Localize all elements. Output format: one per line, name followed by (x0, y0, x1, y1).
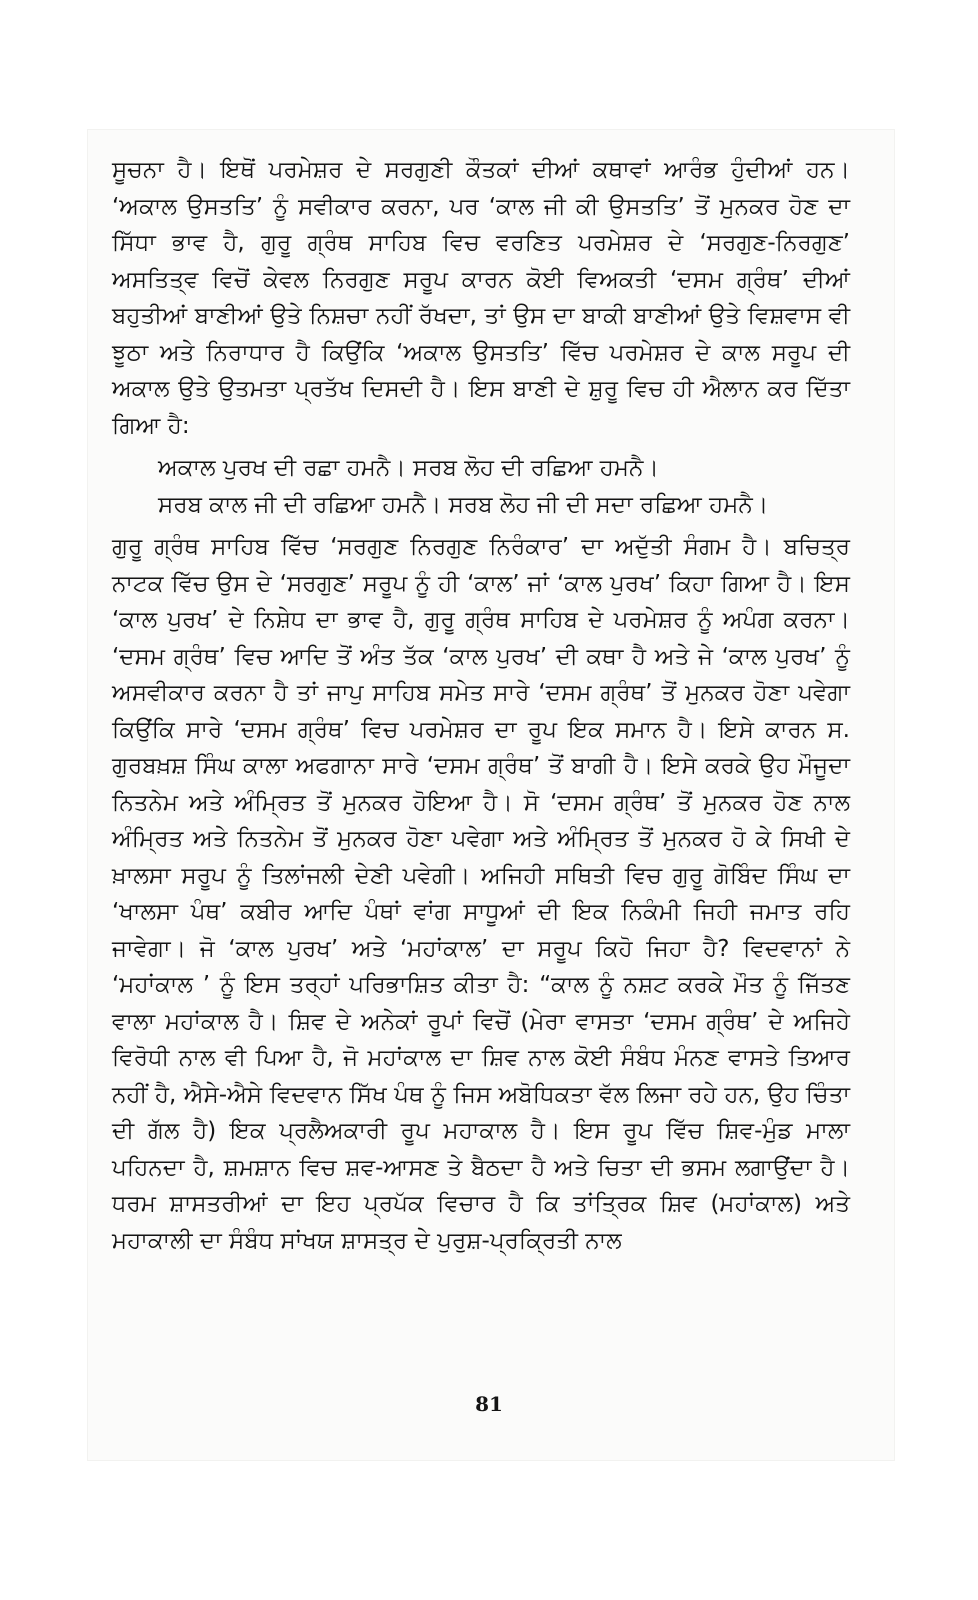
paragraph-2: ਗੁਰੂ ਗ੍ਰੰਥ ਸਾਹਿਬ ਵਿੱਚ ‘ਸਰਗੁਣ ਨਿਰਗੁਣ ਨਿਰੰਕਾਰ’ ਦਾ ਅਦੁੱਤੀ ਸੰਗਮ ਹੈ। ਬਚਿਤ੍ਰ ਨਾਟਕ ਵਿੱਚ ਉਸ ਦੇ ‘ਸਰਗੁਣ’ ਸਰੂਪ ਨੂੰ ਹੀ ‘ਕਾਲ’ ਜਾਂ ‘ਕਾਲ ਪੁਰਖ’ ਕਿਹਾ ਗਿਆ ਹੈ। ਇਸ ‘ਕਾਲ ਪੁਰਖ’ ਦੇ ਨਿਸ਼ੇਧ ਦਾ ਭਾਵ ਹੈ, ਗੁਰੂ ਗ੍ਰੰਥ ਸਾਹਿਬ ਦੇ ਪਰਮੇਸ਼ਰ ਨੂੰ ਅਪੰਗ ਕਰਨਾ। ‘ਦਸਮ ਗ੍ਰੰਥ’ ਵਿਚ ਆਦਿ ਤੋਂ ਅੰਤ ਤੱਕ ‘ਕਾਲ ਪੁਰਖ’ ਦੀ ਕਥਾ ਹੈ ਅਤੇ ਜੇ ‘ਕਾਲ ਪੁਰਖ’ ਨੂੰ ਅਸਵੀਕਾਰ ਕਰਨਾ ਹੈ ਤਾਂ ਜਾਪੁ ਸਾਹਿਬ ਸਮੇਤ ਸਾਰੇ ‘ਦਸਮ ਗ੍ਰੰਥ’ ਤੋਂ ਮੁਨਕਰ ਹੋਣਾ ਪਵੇਗਾ ਕਿਉਂਕਿ ਸਾਰੇ ‘ਦਸਮ ਗ੍ਰੰਥ’ ਵਿਚ ਪਰਮੇਸ਼ਰ ਦਾ ਰੂਪ ਇਕ ਸਮਾਨ ਹੈ। ਇਸੇ ਕਾਰਨ ਸ. ਗੁਰਬਖ਼ਸ਼ ਸਿੰਘ ਕਾਲਾ ਅਫਗਾਨਾ ਸਾਰੇ ‘ਦਸਮ ਗ੍ਰੰਥ’ ਤੋਂ ਬਾਗੀ ਹੈ। ਇਸੇ ਕਰਕੇ ਉਹ ਮੌਜੂਦਾ ਨਿਤਨੇਮ ਅਤੇ ਅੰਮ੍ਰਿਤ ਤੋਂ ਮੁਨਕਰ ਹੋਇਆ ਹੈ। ਸੋ ‘ਦਸਮ ਗ੍ਰੰਥ’ ਤੋਂ ਮੁਨਕਰ ਹੋਣ ਨਾਲ ਅੰਮ੍ਰਿਤ ਅਤੇ ਨਿਤਨੇਮ ਤੋਂ ਮੁਨਕਰ ਹੋਣਾ ਪਵੇਗਾ ਅਤੇ ਅੰਮ੍ਰਿਤ ਤੋਂ ਮੁਨਕਰ ਹੋ ਕੇ ਸਿਖੀ ਦੇ ਖ਼ਾਲਸਾ ਸਰੂਪ ਨੂੰ ਤਿਲਾਂਜਲੀ ਦੇਣੀ ਪਵੇਗੀ। ਅਜਿਹੀ ਸਥਿਤੀ ਵਿਚ ਗੁਰੂ ਗੋਬਿੰਦ ਸਿੰਘ ਦਾ ‘ਖਾਲਸਾ ਪੰਥ’ ਕਬੀਰ ਆਦਿ ਪੰਥਾਂ ਵਾਂਗ ਸਾਧੂਆਂ ਦੀ ਇਕ ਨਿਕੰਮੀ ਜਿਹੀ ਜਮਾਤ ਰਹਿ ਜਾਵੇਗਾ। ਜੋ ‘ਕਾਲ ਪੁਰਖ’ ਅਤੇ ‘ਮਹਾਂਕਾਲ’ ਦਾ ਸਰੂਪ ਕਿਹੋ ਜਿਹਾ ਹੈ? ਵਿਦਵਾਨਾਂ ਨੇ ‘ਮਹਾਂਕਾਲ ’ ਨੂੰ ਇਸ ਤਰ੍ਹਾਂ ਪਰਿਭਾਸ਼ਿਤ ਕੀਤਾ ਹੈ: “ਕਾਲ ਨੂੰ ਨਸ਼ਟ ਕਰਕੇ ਮੌਤ ਨੂੰ ਜਿੱਤਣ ਵਾਲਾ ਮਹਾਂਕਾਲ ਹੈ। ਸ਼ਿਵ ਦੇ ਅਨੇਕਾਂ ਰੂਪਾਂ ਵਿਚੋਂ (ਮੇਰਾ ਵਾਸਤਾ ‘ਦਸਮ ਗ੍ਰੰਥ’ ਦੇ ਅਜਿਹੇ ਵਿਰੋਧੀ ਨਾਲ ਵੀ ਪਿਆ ਹੈ, ਜੋ ਮਹਾਂਕਾਲ ਦਾ ਸ਼ਿਵ ਨਾਲ ਕੋਈ ਸੰਬੰਧ ਮੰਨਣ ਵਾਸਤੇ ਤਿਆਰ ਨਹੀਂ ਹੈ, ਐਸੇ-ਐਸੇ ਵਿਦਵਾਨ ਸਿੱਖ ਪੰਥ ਨੂੰ ਜਿਸ ਅਬੋਧਿਕਤਾ ਵੱਲ ਲਿਜਾ ਰਹੇ ਹਨ, ਉਹ ਚਿੰਤਾ ਦੀ ਗੱਲ ਹੈ) ਇਕ ਪ੍ਰਲੈਅਕਾਰੀ ਰੂਪ ਮਹਾਕਾਲ ਹੈ। ਇਸ ਰੂਪ ਵਿੱਚ ਸ਼ਿਵ-ਮੁੰਡ ਮਾਲਾ ਪਹਿਨਦਾ ਹੈ, ਸ਼ਮਸ਼ਾਨ ਵਿਚ ਸ਼ਵ-ਆਸਣ ਤੇ ਬੈਠਦਾ ਹੈ ਅਤੇ ਚਿਤਾ ਦੀ ਭਸਮ ਲਗਾਉਂਦਾ ਹੈ। ਧਰਮ ਸ਼ਾਸਤਰੀਆਂ ਦਾ ਇਹ ਪ੍ਰਪੱਕ ਵਿਚਾਰ ਹੈ ਕਿ ਤਾਂਤ੍ਰਿਕ ਸ਼ਿਵ (ਮਹਾਂਕਾਲ) ਅਤੇ ਮਹਾਕਾਲੀ ਦਾ ਸੰਬੰਧ ਸਾਂਖਯ ਸ਼ਾਸਤ੍ਰ ਦੇ ਪੁਰੁਸ਼-ਪ੍ਰਕ੍ਰਿਤੀ ਨਾਲ (112, 534, 850, 1254)
page-body (112, 152, 850, 1259)
paragraph-1: ਸੂਚਨਾ ਹੈ। ਇਥੋਂ ਪਰਮੇਸ਼ਰ ਦੇ ਸਰਗੁਣੀ ਕੌਤਕਾਂ ਦੀਆਂ ਕਥਾਵਾਂ ਆਰੰਭ ਹੁੰਦੀਆਂ ਹਨ। ‘ਅਕਾਲ ਉਸਤਤਿ’ ਨੂੰ ਸਵੀਕਾਰ ਕਰਨਾ, ਪਰ ‘ਕਾਲ ਜੀ ਕੀ ਉਸਤਤਿ’ ਤੋਂ ਮੁਨਕਰ ਹੋਣ ਦਾ ਸਿੱਧਾ ਭਾਵ ਹੈ, ਗੁਰੂ ਗ੍ਰੰਥ ਸਾਹਿਬ ਵਿਚ ਵਰਣਿਤ ਪਰਮੇਸ਼ਰ ਦੇ ‘ਸਰਗੁਣ-ਨਿਰਗੁਣ’ ਅਸਤਿਤ੍ਵ ਵਿਚੋਂ ਕੇਵਲ ਨਿਰਗੁਣ ਸਰੂਪ ਕਾਰਨ ਕੋਈ ਵਿਅਕਤੀ ‘ਦਸਮ ਗ੍ਰੰਥ’ ਦੀਆਂ ਬਹੁਤੀਆਂ ਬਾਣੀਆਂ ਉਤੇ ਨਿਸ਼ਚਾ ਨਹੀਂ ਰੱਖਦਾ, ਤਾਂ ਉਸ ਦਾ ਬਾਕੀ ਬਾਣੀਆਂ ਉਤੇ ਵਿਸ਼ਵਾਸ ਵੀ ਝੂਠਾ ਅਤੇ ਨਿਰਾਧਾਰ ਹੈ ਕਿਉਂਕਿ ‘ਅਕਾਲ ਉਸਤਤਿ’ ਵਿੱਚ ਪਰਮੇਸ਼ਰ ਦੇ ਕਾਲ ਸਰੂਪ ਦੀ ਅਕਾਲ ਉਤੇ ਉਤਮਤਾ ਪ੍ਰਤੱਖ ਦਿਸਦੀ ਹੈ। ਇਸ ਬਾਣੀ ਦੇ ਸ਼ੁਰੂ ਵਿਚ ਹੀ ਐਲਾਨ ਕਰ ਦਿੱਤਾ ਗਿਆ ਹੈ: (112, 157, 850, 439)
page-number: 81 (475, 1392, 503, 1416)
verse-line-2: ਸਰਬ ਕਾਲ ਜੀ ਦੀ ਰਛਿਆ ਹਮਨੈ। ਸਰਬ ਲੋਹ ਜੀ ਦੀ ਸਦਾ ਰਛਿਆ ਹਮਨੈ। (158, 491, 769, 518)
verse-line-1: ਅਕਾਲ ਪੁਰਖ ਦੀ ਰਛਾ ਹਮਨੈ। ਸਰਬ ਲੋਹ ਦੀ ਰਛਿਆ ਹਮਨੈ। (158, 455, 659, 481)
verse-block (112, 450, 850, 523)
